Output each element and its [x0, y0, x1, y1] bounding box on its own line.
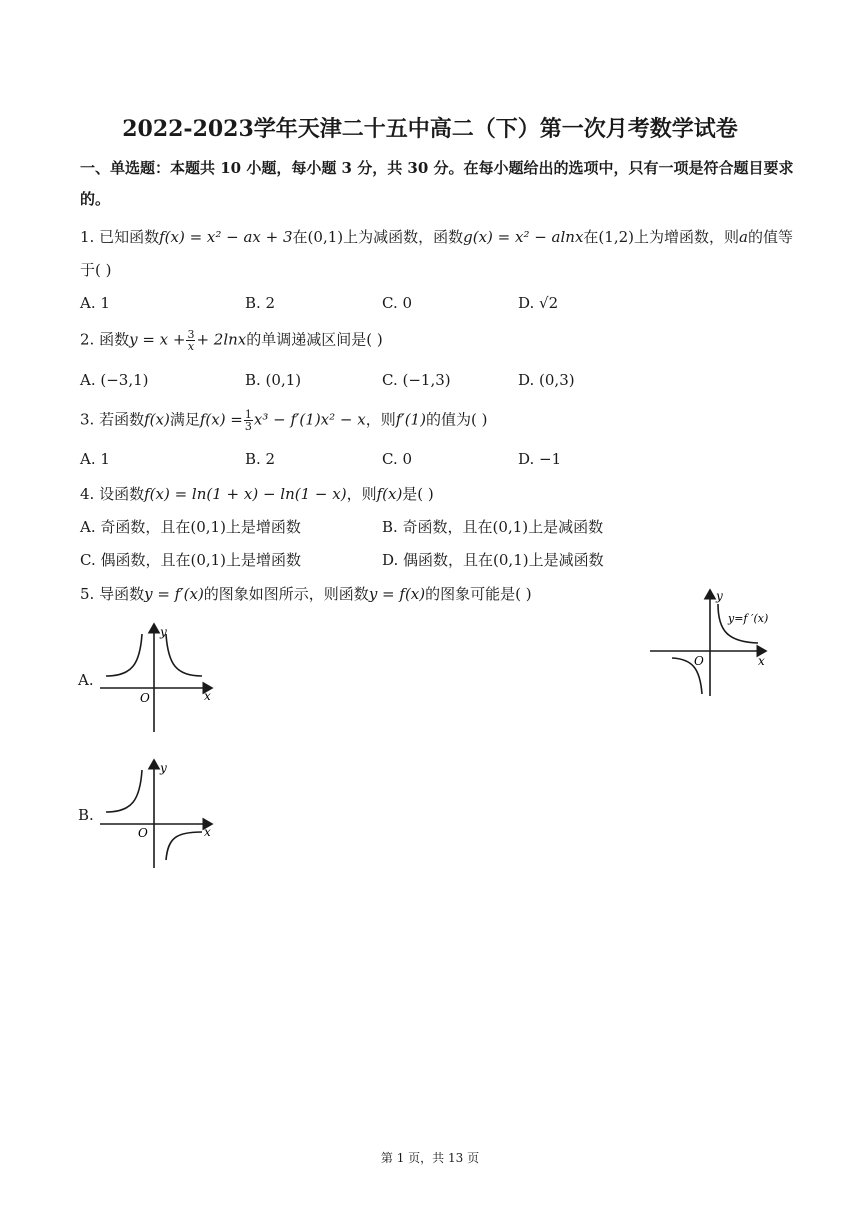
q2-expr-b: + 2lnx — [196, 330, 247, 349]
q5-text-suffix: 的图象可能是( ) — [425, 585, 532, 603]
y-label: y — [716, 589, 723, 603]
q4-func: f(x) — [376, 485, 403, 503]
q1-option-d[interactable]: D. √2 — [518, 294, 559, 312]
q2-text-prefix: 2. 函数 — [80, 330, 130, 349]
section-heading-cont: 的。 — [80, 190, 111, 208]
q1-func-f: f(x) = x² − ax + 3 — [159, 228, 293, 246]
q5-text-prefix: 5. 导函数 — [80, 585, 145, 603]
q5-func-expr: y = f(x) — [368, 585, 426, 603]
x-label: x — [204, 825, 211, 839]
q3-expr-a: f(x) = — [199, 410, 243, 429]
question-1 — [80, 227, 793, 247]
curve-label: y=f ′(x) — [728, 612, 769, 625]
q2-option-d[interactable]: D. (0,3) — [518, 371, 575, 389]
q1-text-a: 1. 已知函数 — [80, 228, 160, 246]
q3-frac-den: 3 — [244, 420, 252, 433]
q3-expr-b: x³ − f′(1)x² − x — [253, 410, 366, 429]
q3-text-mid2: ，则 — [365, 410, 396, 429]
q5-text-mid: 的图象如图所示，则函数 — [203, 585, 369, 603]
question-3 — [80, 409, 487, 432]
q2-option-c[interactable]: C. (−1,3) — [382, 371, 451, 389]
x-label: x — [204, 689, 211, 703]
q3-fraction — [244, 409, 253, 432]
question-4 — [80, 484, 434, 504]
q4-text-suffix: 是( ) — [402, 485, 434, 503]
curve-right-branch — [166, 634, 202, 676]
q4-option-b[interactable]: B. 奇函数，且在(0,1)上是减函数 — [382, 518, 604, 536]
q1-func-g: g(x) = x² − alnx — [463, 228, 584, 246]
q1-option-a[interactable]: A. 1 — [80, 294, 110, 312]
y-label: y — [160, 625, 167, 639]
q3-option-c[interactable]: C. 0 — [382, 450, 413, 468]
curve-left-branch — [106, 634, 142, 676]
q3-frac-num: 1 — [244, 408, 252, 421]
question-1-cont: 于( ) — [80, 261, 112, 279]
q1-text-b: 在(0,1)上为减函数，函数 — [292, 228, 464, 246]
origin-label: O — [138, 826, 148, 840]
q5-derivative-expr: y = f′(x) — [144, 585, 204, 603]
q4-text-prefix: 4. 设函数 — [80, 485, 145, 503]
q3-derivative: f′(1) — [395, 410, 426, 429]
q3-text-suffix: 的值为( ) — [425, 410, 488, 429]
q3-option-d[interactable]: D. −1 — [518, 450, 562, 468]
q1-text-d: 的值等 — [747, 228, 793, 246]
q4-option-d[interactable]: D. 偶函数，且在(0,1)上是减函数 — [382, 551, 604, 569]
q1-var-a: a — [738, 228, 748, 246]
question-2 — [80, 329, 383, 352]
q5-option-a-label[interactable]: A. — [78, 671, 94, 689]
question-5 — [80, 584, 532, 604]
q4-option-c[interactable]: C. 偶函数，且在(0,1)上是增函数 — [80, 551, 302, 569]
q2-frac-den: x — [187, 340, 195, 353]
q2-text-suffix: 的单调递减区间是( ) — [246, 330, 383, 349]
q1-text-c: 在(1,2)上为增函数，则 — [583, 228, 739, 246]
q2-frac-num: 3 — [187, 328, 195, 341]
x-label: x — [758, 654, 765, 668]
q1-option-c[interactable]: C. 0 — [382, 294, 413, 312]
derivative-graph — [648, 586, 788, 700]
q3-option-b[interactable]: B. 2 — [245, 450, 276, 468]
q5-option-a-graph[interactable] — [96, 620, 220, 734]
q3-option-a[interactable]: A. 1 — [80, 450, 110, 468]
section-heading: 一、单选题：本题共 10 小题，每小题 3 分，共 30 分。在每小题给出的选项中，只有一项是符合题目要求 — [80, 159, 794, 177]
q2-option-b[interactable]: B. (0,1) — [245, 371, 302, 389]
q4-option-a[interactable]: A. 奇函数，且在(0,1)上是增函数 — [80, 518, 301, 536]
curve-right-branch — [166, 832, 202, 860]
q5-option-b-label[interactable]: B. — [78, 806, 94, 824]
q3-text-prefix: 3. 若函数 — [80, 410, 145, 429]
q3-func: f(x) — [144, 410, 170, 429]
q3-text-mid: 满足 — [169, 410, 200, 429]
q2-expr-a: y = x + — [129, 330, 186, 349]
origin-label: O — [694, 654, 704, 668]
y-label: y — [160, 761, 167, 775]
curve-left-branch — [106, 770, 142, 812]
q1-option-b[interactable]: B. 2 — [245, 294, 276, 312]
q4-expr: f(x) = ln(1 + x) − ln(1 − x) — [144, 485, 347, 503]
q5-option-b-graph[interactable] — [96, 756, 220, 870]
page-title: 2022-2023学年天津二十五中高二（下）第一次月考数学试卷 — [122, 116, 738, 142]
q2-option-a[interactable]: A. (−3,1) — [80, 371, 149, 389]
page-footer: 第 1 页，共 13 页 — [380, 1151, 480, 1165]
q4-text-mid: ，则 — [346, 485, 377, 503]
q2-fraction — [186, 329, 195, 352]
origin-label: O — [140, 691, 150, 705]
